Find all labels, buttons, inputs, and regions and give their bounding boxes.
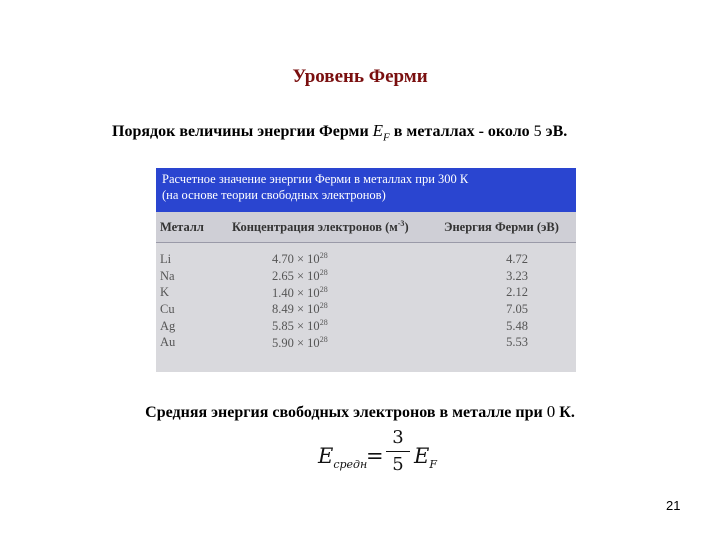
cell-concentration [272,301,472,317]
ef-letter: E [372,121,384,140]
cell-metal: Au [160,335,176,350]
header-concentration-exp: -3 [397,218,405,228]
formula-denominator: 5 [392,454,404,475]
formula-rhs-symbol: E [414,444,430,468]
intro-value: 5 [533,123,542,140]
average-energy-line [0,402,720,422]
table-caption-line-2: (на основе теории свободных электронов) [162,188,386,202]
table-row [156,268,576,285]
table-column-headers [156,212,576,243]
intro-unit: эВ. [541,123,568,140]
cell-metal: Li [160,251,172,266]
header-concentration-base: Концентрация электронов (м [232,220,398,235]
page-number: 21 [666,498,681,513]
formula-rhs [414,444,437,471]
cell-concentration [272,285,472,301]
cell-energy: 7.05 [506,301,528,316]
table-body [156,243,576,351]
cell-exponent: 28 [319,284,328,294]
ef-subscript: F [383,131,390,144]
cell-energy: 5.53 [506,335,528,350]
average-value: 0 [546,402,556,421]
cell-energy: 5.48 [506,318,528,333]
formula-fraction [386,428,410,475]
header-concentration-close: ) [404,220,409,235]
cell-mantissa: 2.65 × 10 [272,269,320,284]
formula-equals: = [366,444,384,468]
table-row [156,301,576,318]
cell-exponent: 28 [319,267,328,277]
cell-mantissa: 8.49 × 10 [272,302,320,317]
cell-concentration [272,251,472,267]
intro-text-middle: в металлах - около [389,123,534,140]
table-caption [156,168,576,212]
formula-lhs-subscript: средн [333,458,368,472]
table-row [156,251,576,268]
table-caption-line-1: Расчетное значение энергии Ферми в металлах при 300 К [162,172,469,186]
intro-text-before: Порядок величины энергии Ферми [112,123,373,140]
cell-energy: 2.12 [506,285,528,300]
cell-exponent: 28 [319,318,328,328]
intro-line [112,121,672,143]
cell-exponent: 28 [319,301,328,311]
fermi-energy-table [156,168,576,372]
cell-metal: Na [160,268,175,283]
cell-concentration [272,268,472,284]
cell-mantissa: 1.40 × 10 [272,285,320,300]
average-text: Средняя энергия свободных электронов в металле при [145,404,547,421]
table-row [156,318,576,335]
formula-fraction-bar [386,451,410,452]
formula-rhs-subscript: F [429,458,437,472]
formula-numerator: 3 [392,427,404,448]
cell-metal: Ag [160,318,176,333]
formula-lhs-symbol: E [318,444,334,468]
cell-energy: 3.23 [506,268,528,283]
cell-mantissa: 4.70 × 10 [272,252,320,267]
cell-mantissa: 5.90 × 10 [272,335,320,350]
cell-metal: Cu [160,301,175,316]
cell-energy: 4.72 [506,251,528,266]
slide-title: Уровень Ферми [292,66,428,87]
table-row [156,334,576,351]
formula-lhs [318,444,367,471]
cell-concentration [272,335,472,351]
header-metal: Металл [160,219,204,234]
average-unit: К. [555,404,575,421]
cell-concentration [272,318,472,334]
cell-exponent: 28 [319,251,328,261]
header-concentration [232,219,444,235]
cell-metal: K [160,285,170,300]
table-row [156,284,576,301]
cell-mantissa: 5.85 × 10 [272,319,320,334]
header-energy: Энергия Ферми (эВ) [444,219,559,234]
fermi-energy-symbol [372,121,390,144]
cell-exponent: 28 [319,334,328,344]
